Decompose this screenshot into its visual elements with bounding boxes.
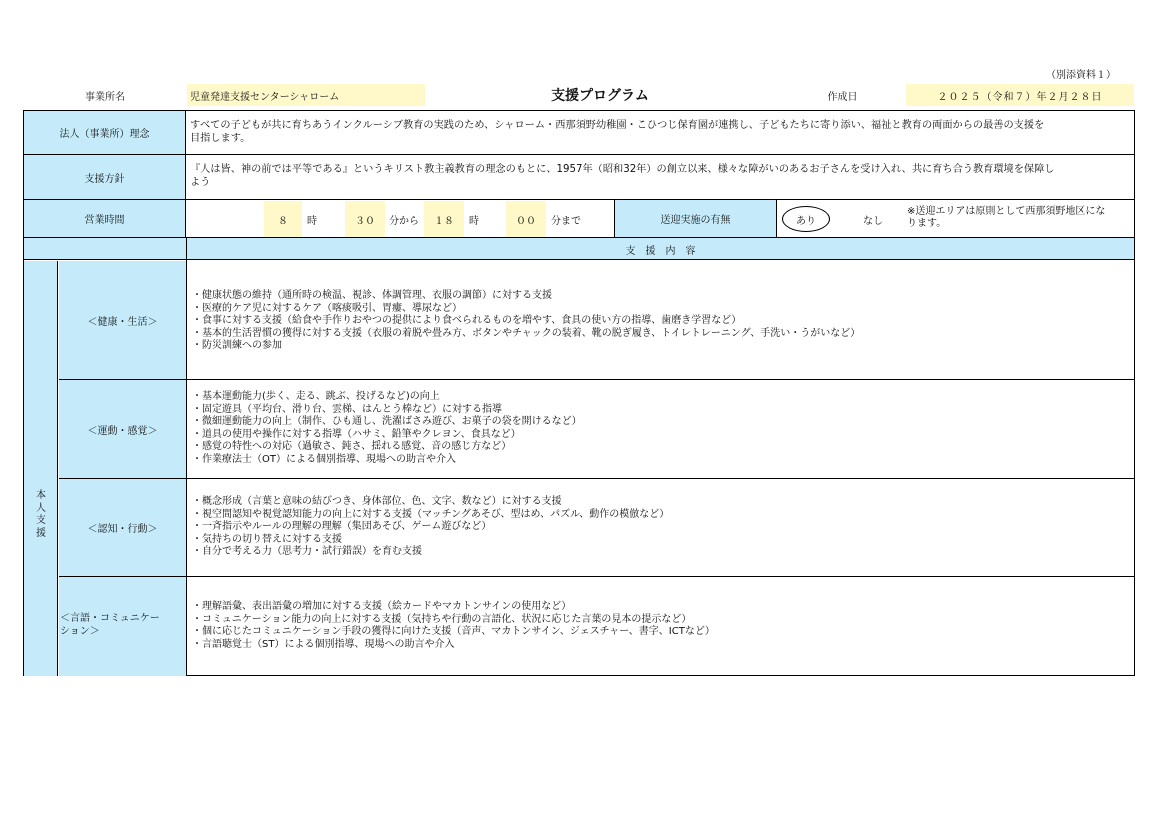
support-item: ・食事に対する支援（給食や手作りおやつの提供により食べられるものを増やす、食具の使い方の指導、歯磨き学習など） bbox=[192, 315, 742, 327]
category-items-health bbox=[187, 290, 860, 353]
category-items-language bbox=[187, 601, 715, 651]
category-label-line: ション＞ bbox=[60, 625, 100, 637]
section-header: 支 援 内 容 bbox=[625, 245, 696, 257]
policy-label: 支援方針 bbox=[24, 155, 186, 200]
support-item: ・一斉指示やルールの理解の理解（集団あそび、ゲーム遊びなど） bbox=[192, 521, 492, 533]
support-item: ・コミュニケーション能力の向上に対する支援（気持ちや行動の言語化、状況に応じた言葉の見本の提示など） bbox=[192, 613, 692, 625]
transport-note-line: ※送迎エリアは原則として西那須野地区にな bbox=[907, 206, 1106, 217]
category-items-motor bbox=[187, 391, 582, 467]
support-item: ・医療的ケア児に対するケア（喀痰吸引、胃瘻、導尿など） bbox=[192, 302, 462, 314]
category-items-cognition bbox=[187, 496, 669, 559]
side-label: 本 人 支 援 bbox=[36, 490, 46, 539]
policy-text-line: よう bbox=[190, 176, 211, 188]
end-minute: ００ bbox=[506, 201, 546, 237]
support-item: ・感覚の特性への対応（過敏さ、鈍さ、揺れる感覚、音の感じ方など） bbox=[192, 441, 512, 453]
support-item: ・個に応じたコミュニケーション手段の獲得に向けた支援（音声、マカトンサイン、ジェスチャー、書字、ICTなど） bbox=[192, 626, 715, 638]
hour-unit: 時 bbox=[469, 215, 479, 227]
support-item: ・作業療法士（OT）による個別指導、現場への助言や介入 bbox=[192, 453, 456, 465]
category-label-language bbox=[60, 613, 185, 638]
date-value: ２０２５（令和７）年２月２８日 bbox=[906, 84, 1134, 106]
support-item: ・基本運動能力(歩く、走る、跳ぶ、投げるなど)の向上 bbox=[192, 391, 440, 402]
support-item: ・自分で考える力（思考力・試行錯誤）を育む支援 bbox=[192, 546, 422, 558]
hours-label: 営業時間 bbox=[24, 200, 186, 238]
start-minute: ３０ bbox=[345, 201, 385, 237]
minute-from: 分から bbox=[389, 215, 419, 227]
transport-note-line: ります。 bbox=[907, 217, 947, 229]
office-label: 事業所名 bbox=[85, 91, 125, 103]
side-label-column bbox=[24, 261, 58, 676]
row-divider bbox=[59, 379, 1134, 380]
category-label-health: ＜健康・生活＞ bbox=[87, 316, 158, 328]
transport-label: 送迎実施の有無 bbox=[614, 200, 777, 238]
row-divider bbox=[186, 675, 1134, 676]
philosophy-text-line: 目指します。 bbox=[190, 132, 251, 144]
support-item: ・健康状態の維持（通所時の検温、視診、体調管理、衣服の調節）に対する支援 bbox=[192, 290, 552, 301]
support-item: ・視空間認知や視覚認知能力の向上に対する支援（マッチングあそび、型はめ、パズル、動作の模倣など） bbox=[192, 508, 670, 520]
hour-unit: 時 bbox=[307, 215, 317, 227]
transport-option-yes[interactable]: あり bbox=[782, 206, 830, 232]
support-item: ・固定遊具（平均台、滑り台、雲梯、はんとう棒など）に対する指導 bbox=[192, 403, 502, 415]
category-label-cognition: ＜認知・行動＞ bbox=[87, 524, 158, 535]
support-item: ・防災訓練への参加 bbox=[192, 340, 282, 352]
transport-option-no[interactable]: なし bbox=[863, 215, 883, 227]
support-item: ・道具の使用や操作に対する指導（ハサミ、鉛筆やクレヨン、食具など） bbox=[192, 428, 521, 440]
end-hour: １８ bbox=[424, 201, 464, 237]
category-label-line: ＜言語・コミュニケー bbox=[60, 613, 160, 624]
minute-until: 分まで bbox=[551, 215, 581, 227]
support-item: ・理解語彙、表出語彙の増加に対する支援（絵カードやマカトンサインの使用など） bbox=[192, 601, 572, 612]
support-item: ・気持ちの切り替えに対する支援 bbox=[192, 533, 342, 545]
attachment-note: （別添資料１） bbox=[1046, 70, 1116, 81]
start-hour: ８ bbox=[264, 201, 302, 237]
philosophy-label: 法人（事業所）理念 bbox=[24, 111, 186, 155]
category-label-motor: ＜運動・感覚＞ bbox=[87, 425, 158, 437]
support-item: ・概念形成（言葉と意味の結びつき、身体部位、色、文字、数など）に対する支援 bbox=[192, 496, 562, 507]
row-divider bbox=[59, 478, 1134, 479]
policy-text bbox=[186, 155, 1134, 200]
date-label: 作成日 bbox=[827, 91, 858, 103]
page-title: 支援プログラム bbox=[551, 88, 649, 104]
support-item: ・基本的生活習慣の獲得に対する支援（衣服の着脱や畳み方、ボタンやチャックの装着、靴の脱ぎ履き、トイレトレーニング、手洗い・うがいなど） bbox=[192, 327, 861, 339]
policy-text-line: 『人は皆、神の前では平等である』というキリスト教主義教育の理念のもとに、1957年（昭和32年）の創立以来、様々な障がいのあるお子さんを受け入れ、共に育ち合う教育環境を保障し bbox=[190, 164, 1055, 175]
support-item: ・微細運動能力の向上（制作、ひも通し、洗濯ばさみ遊び、お菓子の袋を開けるなど） bbox=[192, 416, 582, 428]
support-item: ・言語聴覚士（ST）による個別指導、現場への助言や介入 bbox=[192, 638, 455, 650]
row-divider bbox=[59, 576, 1134, 577]
philosophy-text bbox=[186, 111, 1134, 155]
transport-note bbox=[907, 206, 1105, 229]
office-name: 児童発達支援センターシャローム bbox=[187, 84, 425, 106]
philosophy-text-line: すべての子どもが共に育ちあうインクルーシブ教育の実践のため、シャローム・西那須野幼稚園・こひつじ保育園が連携し、子どもたちに寄り添い、福祉と教育の両面からの最善の支援を bbox=[190, 120, 1045, 131]
